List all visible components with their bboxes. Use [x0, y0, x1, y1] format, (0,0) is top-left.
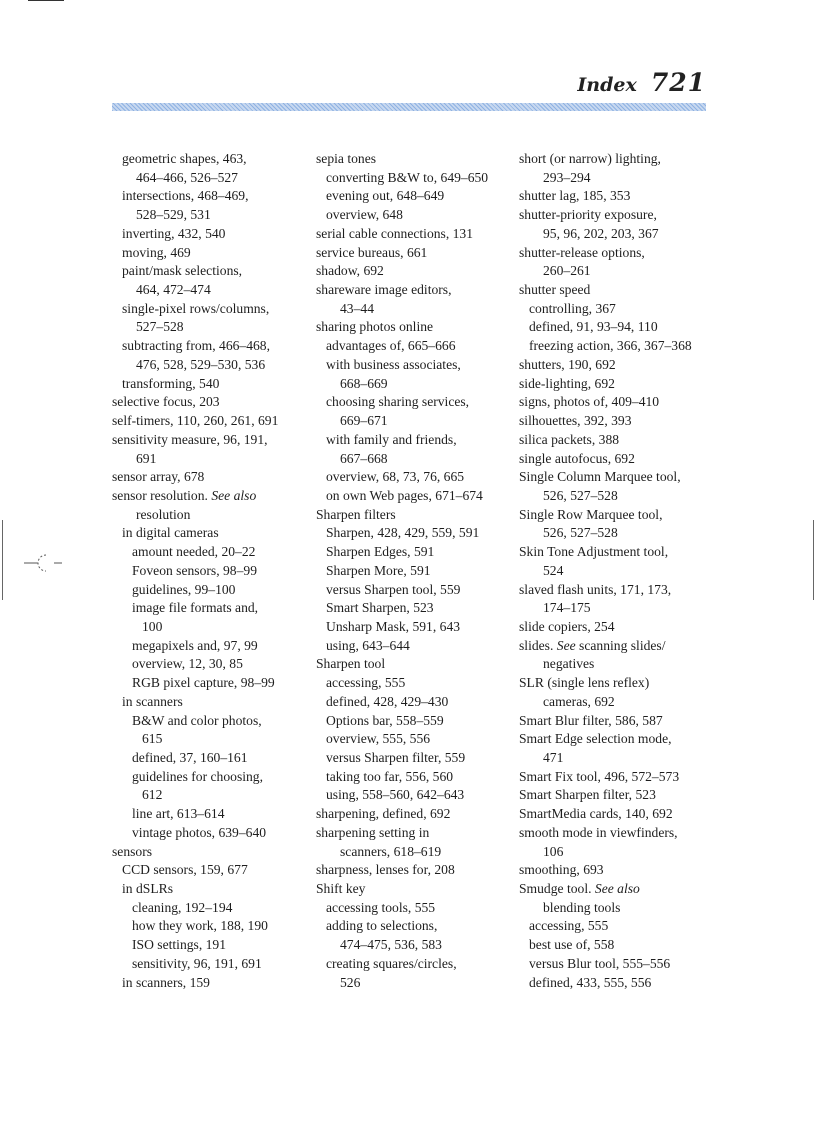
index-term: using, 558–560, 642–643 [326, 787, 465, 803]
index-entry [112, 431, 308, 468]
index-term: overview, 555, 556 [326, 731, 431, 747]
index-entry [112, 768, 308, 805]
index-entry [316, 693, 512, 712]
cross-reference: See also [211, 487, 257, 503]
index-entry [316, 150, 512, 169]
index-entry [519, 712, 715, 731]
index-entry [112, 899, 308, 918]
crop-mark-left [2, 520, 3, 600]
index-entry [112, 150, 308, 187]
index-term: overview, 68, 73, 76, 665 [326, 469, 465, 485]
index-entry [519, 768, 715, 787]
index-entry [519, 581, 715, 618]
index-continuation: 524 [543, 562, 564, 578]
index-term: evening out, 648–649 [326, 188, 445, 204]
index-continuation: 476, 528, 529–530, 536 [136, 356, 266, 372]
index-entry [519, 375, 715, 394]
page-header [112, 68, 706, 112]
index-entry [316, 356, 512, 393]
index-entry [519, 618, 715, 637]
index-term: geometric shapes, 463, [122, 151, 247, 166]
index-term: single autofocus, 692 [519, 450, 635, 466]
index-continuation: 527–528 [136, 319, 184, 335]
index-term: short (or narrow) lighting, [519, 151, 661, 166]
index-entry [316, 318, 512, 337]
index-term: inverting, 432, 540 [122, 225, 226, 241]
index-entry [519, 206, 715, 243]
index-term: line art, 613–614 [132, 806, 225, 822]
index-term: sharing photos online [316, 319, 434, 335]
index-term: defined, 37, 160–161 [132, 750, 248, 765]
index-entry [112, 974, 308, 993]
index-entry [112, 936, 308, 955]
index-entry [519, 674, 715, 711]
index-continuation: cameras, 692 [543, 693, 615, 709]
index-entry [316, 618, 512, 637]
index-entry [519, 730, 715, 767]
index-entry [316, 637, 512, 656]
index-entry [519, 356, 715, 375]
index-entry [112, 225, 308, 244]
index-continuation: 174–175 [543, 600, 591, 616]
index-term: moving, 469 [122, 244, 191, 260]
index-term: paint/mask selections, [122, 263, 243, 279]
index-term: with business associates, [326, 356, 461, 372]
index-term: versus Blur tool, 555–556 [529, 955, 671, 971]
index-term: Smart Fix tool, 496, 572–573 [519, 768, 680, 784]
index-term: shutter-priority exposure, [519, 207, 657, 223]
index-entry [519, 861, 715, 880]
index-entry [519, 431, 715, 450]
section-title: Index [577, 74, 637, 96]
index-term: sharpening setting in [316, 824, 430, 840]
index-entry [316, 206, 512, 225]
index-entry [519, 543, 715, 580]
index-entry [316, 674, 512, 693]
running-head [577, 68, 706, 97]
index-entry [112, 655, 308, 674]
index-term: sharpness, lenses for, 208 [316, 862, 455, 878]
index-entry [316, 487, 512, 506]
index-entry [112, 487, 308, 524]
index-term: Sharpen filters [316, 506, 396, 522]
index-term: shutters, 190, 692 [519, 356, 616, 372]
index-term: serial cable connections, 131 [316, 225, 474, 241]
index-continuation: 526, 527–528 [543, 487, 618, 503]
index-entry [316, 768, 512, 787]
index-entry [316, 187, 512, 206]
index-term: shutter lag, 185, 353 [519, 188, 631, 204]
index-term: guidelines, 99–100 [132, 581, 236, 597]
index-term: self-timers, 110, 260, 261, 691 [112, 413, 279, 429]
index-entry [316, 824, 512, 861]
index-entry [316, 431, 512, 468]
index-term: versus Sharpen tool, 559 [326, 581, 461, 597]
index-entry [519, 393, 715, 412]
index-continuation: 526, 527–528 [543, 525, 618, 541]
index-entry [112, 468, 308, 487]
index-entry [112, 300, 308, 337]
index-term: choosing sharing services, [326, 394, 470, 410]
index-entry [316, 244, 512, 263]
index-continuation: 612 [142, 787, 163, 803]
index-term: overview, 12, 30, 85 [132, 656, 243, 672]
index-term: sepia tones [316, 151, 377, 166]
index-column-3 [519, 150, 715, 992]
index-term: advantages of, 665–666 [326, 338, 456, 354]
index-entry [316, 655, 512, 674]
index-term: how they work, 188, 190 [132, 918, 268, 934]
index-term: Shift key [316, 881, 366, 897]
index-term: shareware image editors, [316, 282, 452, 298]
index-entry [519, 805, 715, 824]
index-term: amount needed, 20–22 [132, 544, 256, 560]
index-entry [316, 562, 512, 581]
index-entry [112, 805, 308, 824]
index-term: converting B&W to, 649–650 [326, 169, 489, 185]
index-entry [316, 786, 512, 805]
index-term: selective focus, 203 [112, 394, 220, 410]
index-term: Smart Sharpen filter, 523 [519, 787, 656, 803]
index-term: best use of, 558 [529, 937, 615, 953]
index-term: service bureaus, 661 [316, 244, 428, 260]
index-entry [316, 599, 512, 618]
index-term: smoothing, 693 [519, 862, 604, 878]
index-entry [316, 955, 512, 992]
index-entry [112, 749, 308, 768]
index-term: Smart Blur filter, 586, 587 [519, 712, 663, 728]
index-term: single-pixel rows/columns, [122, 300, 270, 316]
index-entry [519, 187, 715, 206]
index-entry [112, 543, 308, 562]
index-entry [316, 524, 512, 543]
index-continuation: 100 [142, 618, 163, 634]
index-entry [316, 749, 512, 768]
index-term: overview, 648 [326, 207, 403, 223]
index-term: shutter speed [519, 282, 591, 298]
page-number: 721 [650, 68, 706, 97]
index-term: CCD sensors, 159, 677 [122, 862, 248, 878]
index-entry [112, 412, 308, 431]
index-term: Options bar, 558–559 [326, 712, 444, 728]
index-term: Single Row Marquee tool, [519, 506, 663, 522]
index-entry [519, 637, 715, 674]
index-entry [112, 562, 308, 581]
index-entry [519, 786, 715, 805]
index-column-1 [112, 150, 308, 992]
index-entry [112, 262, 308, 299]
index-entry [316, 805, 512, 824]
index-entry [519, 150, 715, 187]
index-entry [316, 262, 512, 281]
index-entry [316, 169, 512, 188]
index-continuation: 106 [543, 843, 564, 859]
index-term: accessing tools, 555 [326, 899, 436, 915]
index-continuation: 667–668 [340, 450, 388, 466]
index-term: defined, 91, 93–94, 110 [529, 319, 658, 335]
index-term: with family and friends, [326, 431, 457, 447]
index-term: Smudge tool. [519, 881, 595, 897]
index-term: signs, photos of, 409–410 [519, 394, 660, 410]
index-continuation: 464, 472–474 [136, 282, 211, 298]
cross-reference: See [556, 637, 576, 653]
index-continuation: 260–261 [543, 263, 591, 279]
index-term: sensors [112, 843, 153, 859]
index-entry [316, 506, 512, 525]
index-entry [519, 468, 715, 505]
index-entry [519, 337, 715, 356]
index-term: creating squares/circles, [326, 955, 457, 971]
index-entry [112, 375, 308, 394]
index-term: Sharpen, 428, 429, 559, 591 [326, 525, 480, 541]
index-term: shutter-release options, [519, 244, 645, 260]
index-term: in digital cameras [122, 525, 219, 541]
index-term: slaved flash units, 171, 173, [519, 581, 672, 597]
index-term: sensor resolution. [112, 487, 212, 503]
index-term: sensitivity, 96, 191, 691 [132, 955, 262, 971]
index-entry [519, 955, 715, 974]
index-term: Unsharp Mask, 591, 643 [326, 618, 461, 634]
index-entry [112, 337, 308, 374]
index-term: in dSLRs [122, 881, 173, 897]
index-term: slide copiers, 254 [519, 618, 615, 634]
index-entry [316, 225, 512, 244]
index-entry [519, 244, 715, 281]
index-entry [112, 244, 308, 263]
index-entry [316, 712, 512, 731]
index-term: adding to selections, [326, 918, 438, 934]
index-term: defined, 433, 555, 556 [529, 974, 652, 990]
index-continuation: 95, 96, 202, 203, 367 [543, 225, 659, 241]
index-entry [316, 581, 512, 600]
index-entry [316, 337, 512, 356]
index-column-2 [316, 150, 512, 992]
index-continuation: 293–294 [543, 169, 591, 185]
index-term: side-lighting, 692 [519, 375, 615, 391]
index-term: transforming, 540 [122, 375, 220, 391]
index-entry [112, 955, 308, 974]
index-term: freezing action, 366, 367–368 [529, 338, 692, 354]
index-term: RGB pixel capture, 98–99 [132, 675, 275, 691]
index-term: SmartMedia cards, 140, 692 [519, 806, 673, 822]
crop-mark-right [813, 520, 814, 600]
index-continuation: 43–44 [340, 300, 374, 316]
index-continuation: 474–475, 536, 583 [340, 937, 442, 953]
index-entry [519, 300, 715, 319]
index-entry [316, 543, 512, 562]
index-entry [112, 581, 308, 600]
index-entry [112, 524, 308, 543]
index-entry [519, 917, 715, 936]
index-entry [519, 824, 715, 861]
index-entry [112, 637, 308, 656]
index-term: Smart Edge selection mode, [519, 731, 672, 747]
index-term: silica packets, 388 [519, 431, 620, 447]
index-term: Sharpen More, 591 [326, 562, 431, 578]
index-continuation: 669–671 [340, 413, 388, 429]
index-entry [316, 281, 512, 318]
index-term: ISO settings, 191 [132, 937, 227, 953]
registration-mark-icon [24, 552, 64, 572]
index-entry [112, 187, 308, 224]
index-term: sensitivity measure, 96, 191, [112, 431, 268, 447]
index-continuation: 668–669 [340, 375, 388, 391]
index-continuation: 471 [543, 750, 564, 765]
index-term: sensor array, 678 [112, 469, 205, 485]
index-continuation: scanners, 618–619 [340, 843, 442, 859]
index-entry [112, 861, 308, 880]
index-entry [316, 899, 512, 918]
index-term: on own Web pages, 671–674 [326, 487, 483, 503]
index-term: taking too far, 556, 560 [326, 768, 454, 784]
index-term: subtracting from, 466–468, [122, 338, 270, 354]
index-term: silhouettes, 392, 393 [519, 413, 632, 429]
index-term: Sharpen tool [316, 656, 386, 672]
index-term: smooth mode in viewfinders, [519, 824, 678, 840]
header-rule [112, 103, 706, 111]
index-term: accessing, 555 [326, 675, 406, 691]
index-term: intersections, 468–469, [122, 188, 249, 204]
index-entry [316, 393, 512, 430]
index-entry [519, 412, 715, 431]
index-term: guidelines for choosing, [132, 768, 264, 784]
index-term: cleaning, 192–194 [132, 899, 233, 915]
index-term: SLR (single lens reflex) [519, 675, 650, 691]
index-continuation: 691 [136, 450, 157, 466]
index-term: accessing, 555 [529, 918, 609, 934]
index-term: using, 643–644 [326, 637, 410, 653]
index-term: vintage photos, 639–640 [132, 824, 267, 840]
index-term: Sharpen Edges, 591 [326, 544, 435, 560]
index-entry [112, 693, 308, 712]
index-entry [112, 843, 308, 862]
index-continuation: 526 [340, 974, 361, 990]
index-entry [519, 974, 715, 993]
cross-reference: See also [594, 881, 640, 897]
index-continuation: resolution [136, 506, 191, 522]
index-entry [519, 936, 715, 955]
index-continuation: 464–466, 526–527 [136, 169, 238, 185]
index-term: controlling, 367 [529, 300, 616, 316]
index-entry [519, 450, 715, 469]
index-term: Single Column Marquee tool, [519, 469, 681, 485]
index-entry [316, 880, 512, 899]
index-term: image file formats and, [132, 600, 259, 616]
index-entry [316, 917, 512, 954]
index-term: defined, 428, 429–430 [326, 693, 449, 709]
cross-reference-target: scanning slides/ [575, 637, 666, 653]
index-entry [112, 393, 308, 412]
index-continuation: 615 [142, 731, 163, 747]
index-term: B&W and color photos, [132, 712, 262, 728]
index-term: sharpening, defined, 692 [316, 806, 451, 822]
index-entry [519, 506, 715, 543]
index-term: in scanners [122, 693, 183, 709]
index-term: shadow, 692 [316, 263, 384, 279]
index-entry [112, 880, 308, 899]
index-term: Foveon sensors, 98–99 [132, 562, 257, 578]
index-term: Skin Tone Adjustment tool, [519, 544, 669, 560]
index-entry [112, 824, 308, 843]
index-entry [112, 917, 308, 936]
index-entry [112, 712, 308, 749]
index-term: slides. [519, 637, 557, 653]
index-continuation: negatives [543, 656, 595, 672]
index-entry [519, 880, 715, 917]
index-term: megapixels and, 97, 99 [132, 637, 258, 653]
index-entry [519, 281, 715, 300]
index-term: Smart Sharpen, 523 [326, 600, 434, 616]
index-entry [316, 861, 512, 880]
index-entry [316, 730, 512, 749]
index-entry [316, 468, 512, 487]
index-term: in scanners, 159 [122, 974, 210, 990]
index-entry [112, 674, 308, 693]
index-entry [519, 318, 715, 337]
top-corner-line [28, 0, 64, 1]
index-continuation: blending tools [543, 899, 621, 915]
index-entry [112, 599, 308, 636]
index-term: versus Sharpen filter, 559 [326, 750, 466, 765]
index-continuation: 528–529, 531 [136, 207, 211, 223]
